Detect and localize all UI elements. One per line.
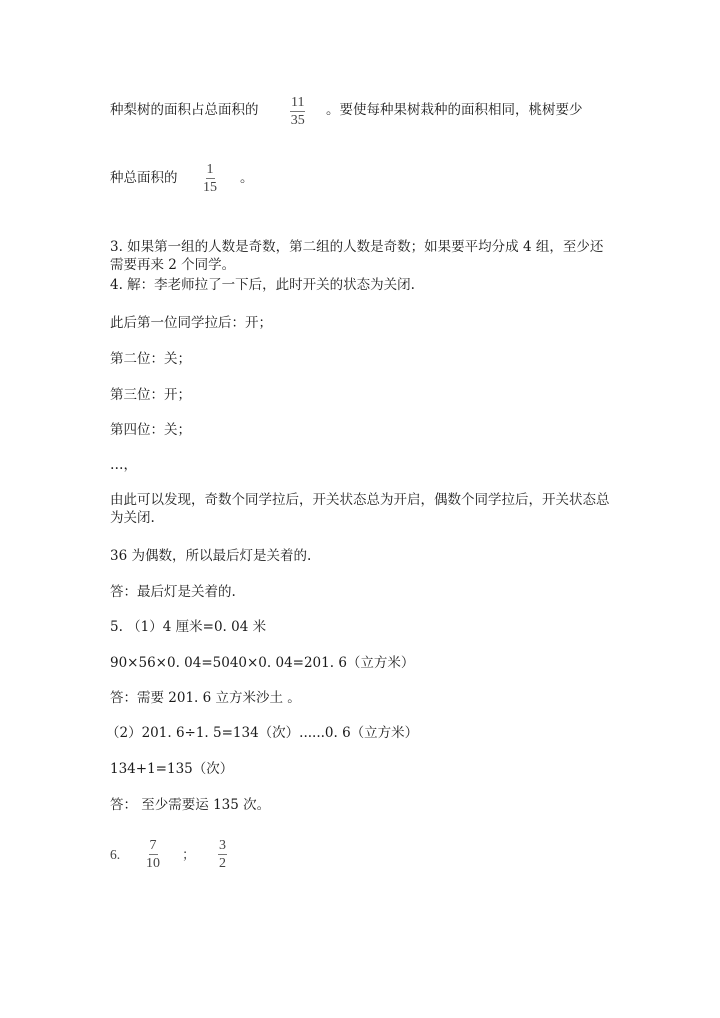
q2-fraction-peach [203, 162, 217, 195]
fraction-numerator: 7 [149, 838, 157, 853]
q5-part2-answer: 答： 至少需要运 135 次。 [110, 797, 271, 813]
q2-line1-prefix: 种梨树的面积占总面积的 [110, 102, 259, 118]
q2-line2-prefix: 种总面积的 [110, 170, 178, 186]
q2-line1 [110, 101, 259, 119]
q4-conclusion: 由此可以发现，奇数个同学拉后，开关状态总为开启，偶数个同学拉后，开关状态总为关闭. [110, 492, 610, 526]
q4-answer: 答：最后灯是关着的. [110, 584, 236, 600]
q4-step-3: 第三位：开； [110, 387, 191, 403]
fraction-numerator: 11 [291, 95, 305, 110]
fraction-denominator: 2 [219, 856, 226, 871]
fraction-denominator: 10 [146, 856, 160, 871]
fraction-denominator: 15 [203, 180, 217, 195]
q5-part2-calc: （2）201. 6÷1. 5=134（次）......0. 6（立方米） [106, 725, 419, 741]
q4-intro: 4. 解：李老师拉了一下后，此时开关的状态为关闭. [110, 277, 415, 293]
q2-line2-suffix: 。 [240, 170, 254, 186]
q4-step-4: 第四位：关； [110, 422, 191, 438]
q6-fraction-1 [146, 838, 160, 871]
q5-part1-calc: 90×56×0. 04=5040×0. 04=201. 6（立方米） [110, 655, 415, 671]
q5-part2-calc2: 134+1=135（次） [110, 761, 234, 777]
q5-part1-answer: 答：需要 201. 6 立方米沙土 。 [110, 690, 301, 706]
q4-reason: 36 为偶数，所以最后灯是关着的. [110, 548, 312, 564]
q4-step-ellipsis: …， [110, 457, 137, 473]
q2-line1-suffix: 。要使每种果树栽种的面积相同，桃树要少 [326, 102, 583, 118]
q2-line2 [110, 169, 178, 187]
q6-fraction-2 [218, 838, 227, 871]
fraction-denominator: 35 [290, 113, 305, 128]
fraction-numerator: 3 [219, 838, 226, 853]
q6-label: 6. [110, 847, 121, 862]
q5-part1-conversion: 5. （1）4 厘米=0. 04 米 [110, 619, 267, 635]
q6-separator: ； [182, 847, 196, 863]
q4-step-1: 此后第一位同学拉后：开； [110, 315, 272, 331]
q2-fraction-pear [290, 95, 305, 128]
q3-answer: 3. 如果第一组的人数是奇数，第二组的人数是奇数；如果要平均分成 4 组，至少还需要再来 2 个同学。 [110, 239, 604, 273]
fraction-numerator: 1 [206, 162, 214, 177]
q4-step-2: 第二位：关； [110, 351, 191, 367]
